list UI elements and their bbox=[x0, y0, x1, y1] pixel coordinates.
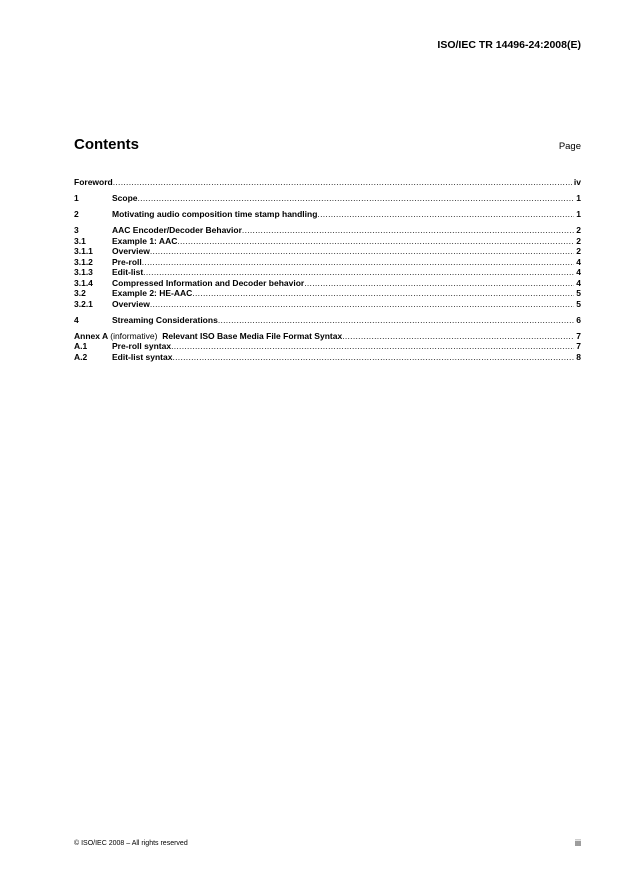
document-id-header: ISO/IEC TR 14496-24:2008(E) bbox=[437, 39, 581, 51]
toc-entry-number: 3 bbox=[74, 225, 79, 235]
footer-copyright: © ISO/IEC 2008 – All rights reserved bbox=[74, 840, 188, 847]
toc-entry-page: 2 bbox=[576, 225, 581, 235]
toc-entry-title: Overview bbox=[112, 246, 150, 256]
toc-entry[interactable] bbox=[74, 177, 581, 188]
toc-entry-title: Edit-list syntax bbox=[112, 351, 173, 362]
toc-entry-page: 5 bbox=[576, 288, 581, 298]
toc-entry-page: 5 bbox=[576, 298, 581, 309]
annex-prefix: Annex A bbox=[74, 330, 108, 341]
toc-entry-title: Motivating audio composition time stamp handling bbox=[112, 209, 318, 219]
annex-heading bbox=[74, 331, 342, 342]
toc-entry[interactable] bbox=[74, 257, 581, 268]
annex-qualifier: (informative) bbox=[110, 330, 158, 341]
toc-entry-page: 6 bbox=[576, 314, 581, 325]
toc-entry-page: iv bbox=[573, 177, 581, 187]
toc-entry-page: 4 bbox=[576, 277, 581, 288]
toc-entry[interactable] bbox=[74, 341, 581, 352]
toc-entry-number: 3.1.3 bbox=[74, 267, 93, 277]
toc-entry-title: Scope bbox=[112, 193, 138, 203]
toc-entry-page: 2 bbox=[576, 246, 581, 256]
toc-entry[interactable] bbox=[74, 299, 581, 310]
toc-entry[interactable] bbox=[74, 267, 581, 278]
footer-page-number: iii bbox=[575, 838, 581, 848]
toc-entry[interactable] bbox=[74, 236, 581, 247]
toc-entry-page: 7 bbox=[576, 330, 581, 341]
toc-leader bbox=[171, 341, 574, 352]
toc-entry-page: 4 bbox=[576, 267, 581, 277]
toc-leader bbox=[192, 288, 574, 299]
toc-entry[interactable] bbox=[74, 246, 581, 257]
toc-entry-number: 3.2.1 bbox=[74, 298, 93, 309]
toc-entry-page: 1 bbox=[576, 193, 581, 203]
toc-leader bbox=[150, 246, 574, 257]
toc-entry-number: 3.1.1 bbox=[74, 246, 93, 256]
toc-entry-number: A.1 bbox=[74, 341, 88, 351]
toc-entry-number: 3.2 bbox=[74, 288, 86, 298]
toc-entry-number: 1 bbox=[74, 193, 79, 203]
toc-leader bbox=[138, 193, 575, 204]
toc-entry-number: 3.1 bbox=[74, 235, 86, 246]
toc-leader bbox=[177, 236, 574, 247]
toc-entry-title: Pre-roll syntax bbox=[112, 341, 172, 351]
toc-entry-number: A.2 bbox=[74, 351, 88, 362]
toc-leader bbox=[317, 209, 574, 220]
toc-entry-page: 1 bbox=[576, 209, 581, 219]
toc-entry-number: 2 bbox=[74, 209, 79, 219]
toc-entry-title: Overview bbox=[112, 298, 150, 309]
toc-entry-title: Example 1: AAC bbox=[112, 235, 178, 246]
toc-entry[interactable] bbox=[74, 352, 581, 363]
toc-entry-title: Example 2: HE-AAC bbox=[112, 288, 193, 298]
toc-entry-title: Compressed Information and Decoder behavior bbox=[112, 277, 305, 288]
toc-entry-title: AAC Encoder/Decoder Behavior bbox=[112, 225, 242, 235]
toc-entry-title: Streaming Considerations bbox=[112, 314, 218, 325]
toc-entry-number: 4 bbox=[74, 314, 79, 325]
toc-entry-title: Pre-roll bbox=[112, 256, 142, 267]
toc-leader bbox=[142, 257, 575, 268]
toc-entry-page: 2 bbox=[576, 235, 581, 246]
toc-leader bbox=[304, 278, 574, 289]
toc-leader bbox=[218, 315, 574, 326]
table-of-contents bbox=[74, 177, 581, 362]
toc-leader bbox=[172, 352, 574, 363]
toc-leader bbox=[143, 267, 574, 278]
toc-leader bbox=[150, 299, 574, 310]
toc-entry-number: 3.1.2 bbox=[74, 256, 93, 267]
contents-heading: Contents bbox=[74, 136, 139, 153]
toc-entry[interactable] bbox=[74, 193, 581, 204]
toc-leader bbox=[242, 225, 574, 236]
toc-entry-title: Foreword bbox=[74, 177, 113, 187]
toc-entry[interactable] bbox=[74, 209, 581, 220]
toc-leader bbox=[342, 331, 574, 342]
page-column-label: Page bbox=[558, 141, 581, 152]
toc-entry-page: 8 bbox=[576, 351, 581, 362]
toc-entry-page: 4 bbox=[576, 256, 581, 267]
toc-annex-entry[interactable] bbox=[74, 331, 581, 342]
toc-entry[interactable] bbox=[74, 278, 581, 289]
toc-leader bbox=[113, 177, 572, 188]
annex-title: Relevant ISO Base Media File Format Syntax bbox=[162, 330, 343, 341]
toc-entry-page: 7 bbox=[576, 341, 581, 351]
toc-entry-number: 3.1.4 bbox=[74, 277, 93, 288]
toc-entry-title: Edit-list bbox=[112, 267, 144, 277]
toc-entry[interactable] bbox=[74, 315, 581, 326]
toc-entry[interactable] bbox=[74, 288, 581, 299]
toc-entry[interactable] bbox=[74, 225, 581, 236]
